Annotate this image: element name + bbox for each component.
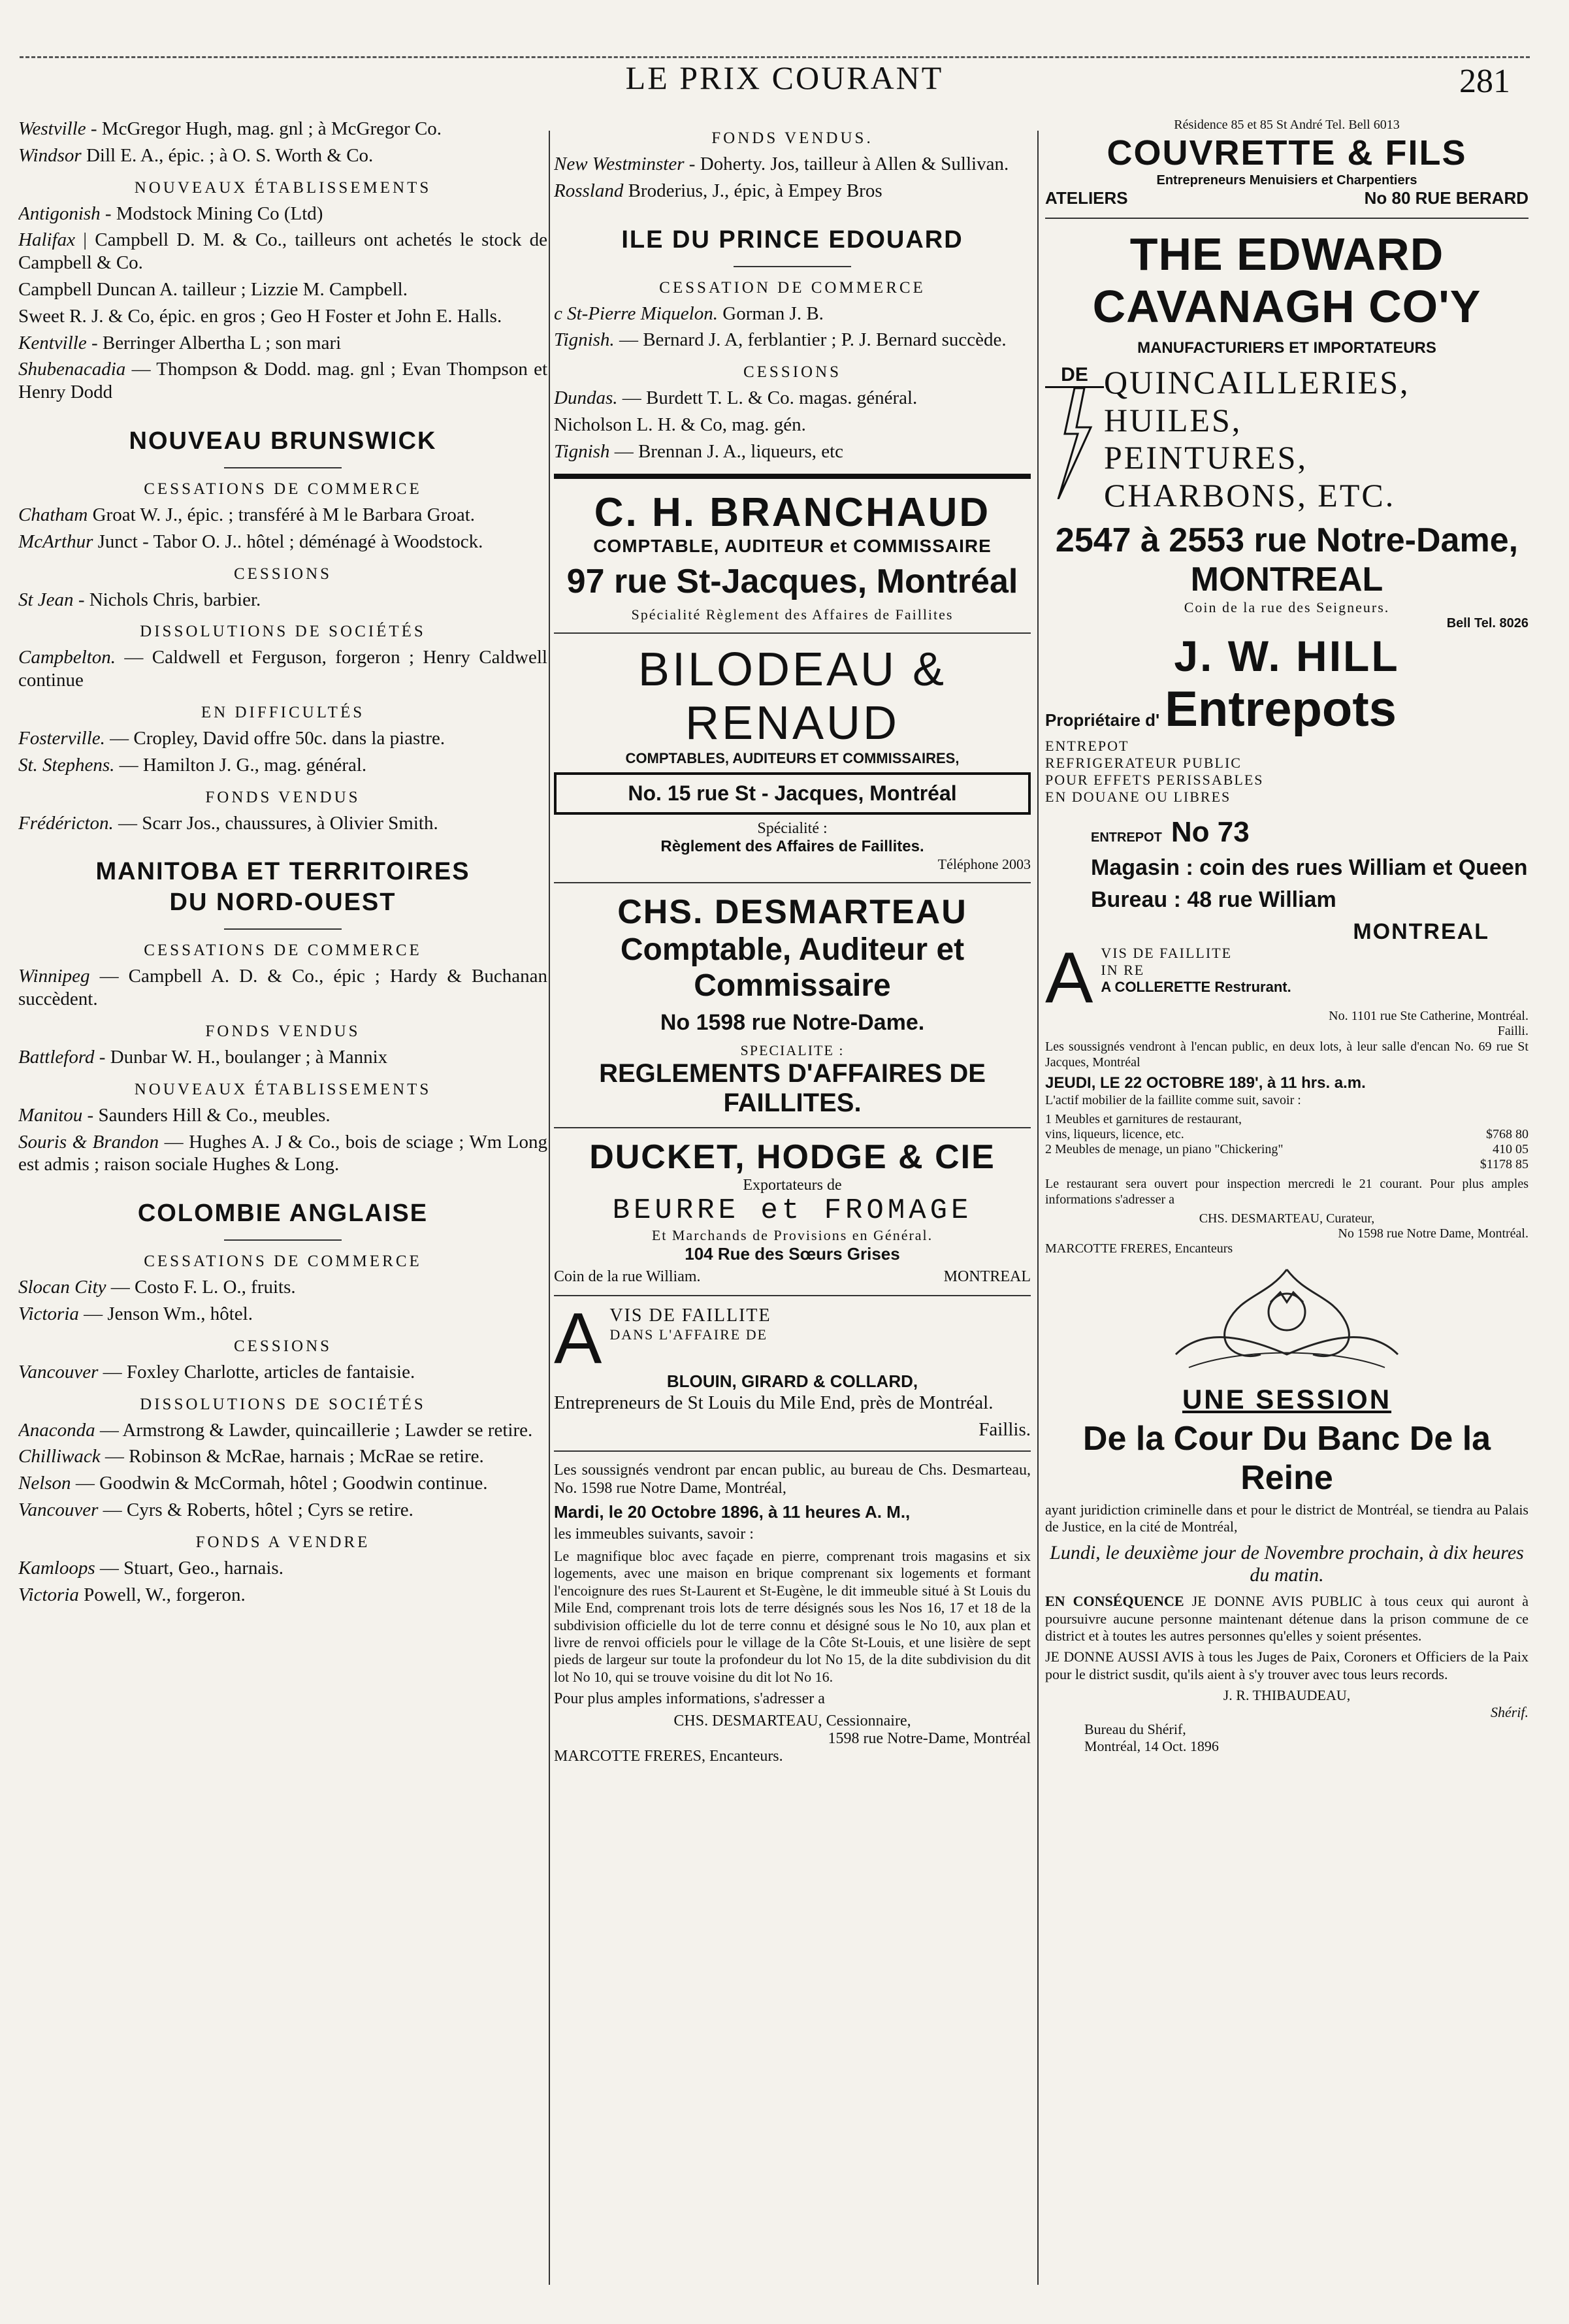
divider-heavy	[554, 474, 1031, 479]
ad-name: COUVRETTE & FILS	[1107, 133, 1467, 172]
section-subhead: EN DIFFICULTÉS	[201, 703, 365, 721]
entry-text: - McGregor Hugh, mag. gnl ; à McGregor Co.	[86, 118, 442, 139]
entry-place: Vancouver	[18, 1361, 99, 1383]
entry-place: Winnipeg	[18, 966, 90, 987]
ad-product-line: CHARBONS, ETC.	[1104, 476, 1396, 514]
ad-name: THE EDWARD CAVANAGH CO'Y	[1092, 229, 1481, 332]
ad-desmarteau	[554, 892, 1031, 1118]
entry-text: - Berringer Albertha L ; son mari	[86, 332, 342, 353]
entry-place: Anaconda	[18, 1419, 95, 1441]
entry-place: St. Stephens.	[18, 754, 115, 776]
entry-text: — Cyrs & Roberts, hôtel ; Cyrs se retire.	[98, 1499, 413, 1520]
entry	[554, 329, 1031, 352]
session-consequence: JE DONNE AVIS PUBLIC à tous ceux qui auront à poursuivre aucune personne maintenant détenue dans la prison commune de ce district et à toutes les autres personnes qu'elles y soient présentes.	[1045, 1593, 1529, 1645]
avis-items	[1045, 1112, 1529, 1172]
divider	[554, 882, 1031, 883]
entry-place: Kentville	[18, 332, 87, 353]
ad-role: MANUFACTURIERS ET IMPORTATEURS	[1137, 339, 1436, 357]
session-title: UNE SESSION	[1182, 1383, 1392, 1415]
avis-contact: CHS. DESMARTEAU, Cessionnaire,	[673, 1712, 911, 1729]
entry-place: Shubenacadia	[18, 359, 126, 380]
entry-place: Windsor	[18, 144, 82, 166]
nb-dissolutions-list	[18, 646, 547, 692]
ad-merchants: Et Marchands de Provisions en Général.	[651, 1226, 933, 1243]
divider	[224, 467, 342, 468]
entry	[554, 180, 1031, 203]
ad-couvrette	[1045, 118, 1529, 208]
ipe-cessation-list	[554, 303, 1031, 352]
ad-line: REFRIGERATEUR PUBLIC	[1045, 755, 1242, 771]
entry	[18, 144, 547, 167]
ad-location	[554, 1268, 1031, 1286]
section-subhead: CESSIONS	[233, 565, 332, 583]
entry-text: — Brennan J. A., liqueurs, etc	[609, 440, 844, 462]
nb-fonds-list	[18, 812, 547, 835]
entry	[18, 1131, 547, 1177]
entry	[18, 965, 547, 1011]
ad-name: J. W. HILL	[1174, 632, 1400, 680]
running-head: LE PRIX COURANT	[625, 59, 944, 96]
ad-product-line: PEINTURES,	[1104, 439, 1308, 476]
entry-text: - Dunbar W. H., boulanger ; à Mannix	[94, 1046, 388, 1068]
ad-address: 2547 à 2553 rue Notre-Dame, MONTREAL	[1055, 521, 1519, 598]
section-heading-manitoba-2: DU NORD-OUEST	[169, 889, 396, 917]
section-subhead: FONDS VENDUS	[205, 1022, 361, 1040]
session-signature: J. R. THIBAUDEAU,	[1223, 1687, 1351, 1704]
entry-text: Gorman J. B.	[718, 303, 824, 324]
entry	[554, 153, 1031, 176]
avis-title: VIS DE FAILLITE	[1101, 945, 1233, 961]
entry	[18, 812, 547, 835]
entry-text: — Burdett T. L. & Co. magas. général.	[617, 387, 918, 409]
page-number: 281	[1459, 63, 1510, 100]
ad-magasin: Magasin : coin des rues William et Queen	[1091, 855, 1528, 880]
ad-products-block	[1045, 364, 1529, 514]
cb-cessions-list	[18, 1361, 547, 1384]
section-subhead: FONDS A VENDRE	[195, 1533, 370, 1551]
entry-text: Powell, W., forgeron.	[78, 1584, 246, 1605]
entry	[18, 589, 547, 612]
ad-corner: Coin de la rue William.	[554, 1268, 701, 1285]
avis-title: VIS DE FAILLITE	[609, 1305, 771, 1326]
entry-text: Junct - Tabor O. J.. hôtel ; déménagé à Woodstock.	[93, 531, 483, 552]
entry	[18, 1499, 547, 1522]
avis-contact: CHS. DESMARTEAU, Curateur,	[1199, 1211, 1375, 1226]
ad-address: No 80 RUE BERARD	[1364, 188, 1529, 208]
section-subhead: CESSATIONS DE COMMERCE	[144, 941, 422, 960]
ad-hill	[1045, 616, 1529, 945]
ad-spec-label: Spécialité :	[757, 819, 828, 837]
entry-place: Tignish.	[554, 329, 615, 351]
entry-place: Souris & Brandon	[18, 1131, 159, 1153]
ad-cavanagh	[1045, 228, 1529, 616]
ad-line: EN DOUANE OU LIBRES	[1045, 789, 1231, 805]
entry-text: - Nichols Chris, barbier.	[73, 589, 261, 610]
ad-phone: Téléphone 2003	[937, 855, 1031, 872]
fonds-list	[554, 153, 1031, 203]
divider	[554, 1295, 1031, 1296]
section-subhead: CESSIONS	[743, 363, 842, 382]
avis-item-row	[1045, 1127, 1529, 1142]
avis-date: JEUDI, LE 22 OCTOBRE 189', à 11 hrs. a.m.	[1045, 1073, 1366, 1092]
ad-spec-label: SPECIALITE :	[740, 1041, 845, 1058]
session-notice	[1045, 1384, 1529, 1756]
entry	[554, 440, 1031, 463]
avis-item-row	[1045, 1112, 1529, 1127]
ad-de-mark	[1045, 364, 1104, 502]
entry-place: Victoria	[18, 1584, 79, 1605]
ad-product-line: HUILES,	[1104, 401, 1242, 438]
entry	[18, 531, 547, 553]
ad-top: Résidence 85 et 85 St André Tel. Bell 6013	[1174, 118, 1400, 132]
column-2	[554, 118, 1031, 2278]
entry	[18, 332, 547, 355]
section-heading-ipe: ILE DU PRINCE EDOUARD	[621, 225, 963, 254]
ad-num: No 73	[1171, 816, 1250, 848]
session-consequence-label: EN CONSÉQUENCE	[1045, 1593, 1184, 1610]
entry-place: St Jean	[18, 589, 74, 610]
section-subhead: FONDS VENDUS	[205, 788, 361, 806]
ad-ateliers	[1045, 188, 1529, 208]
divider	[1045, 218, 1529, 219]
avis-item-row	[1045, 1157, 1529, 1172]
section-subhead: DISSOLUTIONS DE SOCIÉTÉS	[140, 623, 426, 641]
entry-place: Fosterville.	[18, 727, 105, 749]
ad-name: CHS. DESMARTEAU	[617, 892, 967, 931]
entry	[18, 278, 547, 301]
entry	[18, 1584, 547, 1607]
cb-avendre-list	[18, 1557, 547, 1607]
entry-text: Groat W. J., épic. ; transféré à M le Barbara Groat.	[88, 504, 476, 525]
entry-place: Antigonish	[18, 203, 101, 224]
ad-line: POUR EFFETS PERISSABLES	[1045, 772, 1264, 788]
ad-prop-line	[1045, 681, 1529, 738]
man-cessations-list	[18, 965, 547, 1011]
divider	[554, 1127, 1031, 1128]
avis-parties: BLOUIN, GIRARD & COLLARD,	[666, 1371, 918, 1392]
entry-place: Battleford	[18, 1046, 95, 1068]
ad-role: Comptable, Auditeur et Commissaire	[620, 932, 965, 1003]
avis-intro: Les soussignés vendront à l'encan public, en deux lots, à leur salle d'encan No. 69 rue St Jacques, Montréal	[1045, 1039, 1529, 1070]
entry-place: Tignish	[554, 440, 610, 462]
entry-place: Frédéricton.	[18, 812, 114, 834]
avis-item-label: 2 Meubles de menage, un piano "Chickering"	[1045, 1141, 1284, 1156]
entry	[554, 303, 1031, 325]
entry-text: Nicholson L. H. & Co, mag. gén.	[554, 414, 806, 435]
entry-text: — Caldwell et Ferguson, forgeron ; Henry Caldwell continue	[18, 647, 547, 691]
ad-prop: Propriétaire d'	[1045, 710, 1160, 730]
entry	[18, 1046, 547, 1069]
section-subhead: CESSIONS	[233, 1337, 332, 1355]
entry-text: - Saunders Hill & Co., meubles.	[82, 1104, 331, 1126]
ad-branchaud	[554, 489, 1031, 623]
avis-auctioneer: MARCOTTE FRERES, Encanteurs	[1045, 1241, 1233, 1256]
avis-item-label: 1 Meubles et garnitures de restaurant,	[1045, 1111, 1242, 1126]
entry-place: McArthur	[18, 531, 93, 552]
entry	[18, 646, 547, 692]
entry-place: Kamloops	[18, 1557, 95, 1579]
man-fonds-list	[18, 1046, 547, 1069]
avis-lead: les immeubles suivants, savoir :	[554, 1526, 754, 1543]
divider	[734, 266, 851, 267]
nb-difficultes-list	[18, 727, 547, 777]
entry-text: Dill E. A., épic. ; à O. S. Worth & Co.	[81, 144, 374, 166]
entry	[554, 387, 1031, 410]
entry-text: - Modstock Mining Co (Ltd)	[100, 203, 323, 224]
entry-place: New Westminster	[554, 154, 685, 174]
entry-place: Manitou	[18, 1104, 83, 1126]
avis-more: Pour plus amples informations, s'adresser a	[554, 1690, 825, 1708]
crown-ornament-icon	[1045, 1256, 1529, 1381]
ad-address: No. 15 rue St - Jacques, Montréal	[554, 772, 1031, 815]
entry-text: — Hughes A. J & Co., bois de sciage ; Wm Long est admis ; raison sociale Hughes & Long.	[18, 1131, 547, 1175]
ipe-cessions-list	[554, 387, 1031, 463]
ad-lines	[1045, 738, 1529, 806]
ad-phone: Bell Tel. 8026	[1446, 616, 1529, 630]
entry	[18, 1104, 547, 1127]
ad-big: Entrepots	[1165, 681, 1397, 737]
ad-bureau: Bureau : 48 rue William	[1091, 887, 1336, 912]
entry-place: Slocan City	[18, 1277, 106, 1298]
entry-text: — Campbell A. D. & Co., épic ; Hardy & Buchanan succèdent.	[18, 966, 547, 1010]
section-subhead: NOUVEAUX ÉTABLISSEMENTS	[134, 178, 432, 197]
entry-text: Broderius, J., épic, à Empey Bros	[623, 180, 882, 201]
dropcap-a: A	[1045, 938, 1093, 1018]
entry	[18, 1472, 547, 1495]
avis-intro-2: L'actif mobilier de la faillite comme suit, savoir :	[1045, 1092, 1301, 1107]
section-subhead: CESSATIONS DE COMMERCE	[144, 480, 422, 498]
avis-status: Faillis.	[979, 1418, 1031, 1440]
ad-spec: Règlement des Affaires de Faillites.	[660, 837, 924, 855]
column-1	[18, 118, 547, 2278]
entry-place: c St-Pierre Miquelon.	[554, 303, 718, 324]
entry-text: — Stuart, Geo., harnais.	[95, 1557, 283, 1579]
entry-place: Westville	[18, 118, 86, 139]
ad-speciality: Spécialité Règlement des Affaires de Faillites	[631, 606, 954, 623]
ad-role: Exportateurs de	[743, 1176, 842, 1194]
entry-text: Campbell Duncan A. tailleur ; Lizzie M. Campbell.	[18, 278, 408, 300]
ad-product-line: QUINCAILLERIES,	[1104, 364, 1410, 401]
avis-body: Le magnifique bloc avec façade en pierre, comprenant trois magasins et six logements, avec une maison en brique comprenant six logements et formant l'encoignure des rues St-Laurent et St-Eugène, le dit immeuble situé à St Louis du Mile End, comprenant trois lots de terre désignés sous les Nos 16, 17 et 18 de la subdivision officielle du lot de terre connu et désigné sous le No 10, aux plan et livre de renvoi officiels pour le village de la Côte St-Louis, et une lisière de sept pieds de largeur sur toute la profondeur du lot No 15, de la dite subdivision du dit lot No 10, qui se trouve voisine du dit lot No 16.	[554, 1548, 1031, 1685]
avis-item-amount: $1178 85	[1480, 1156, 1529, 1171]
ad-spec: REGLEMENTS D'AFFAIRES DE FAILLITES.	[599, 1058, 986, 1117]
entry-text: — Bernard J. A, ferblantier ; P. J. Bernard succède.	[614, 329, 1007, 351]
avis-item-amount: $768 80	[1486, 1126, 1529, 1141]
entry-text: — Foxley Charlotte, articles de fantaisie.	[98, 1361, 415, 1383]
entry-place: Nelson	[18, 1473, 71, 1494]
entry-text: Sweet R. J. & Co, épic. en gros ; Geo H Foster et John E. Halls.	[18, 305, 502, 327]
avis-desc: Entrepreneurs de St Louis du Mile End, près de Montréal.	[554, 1392, 994, 1414]
avis-auctioneer: MARCOTTE FRERES, Encanteurs.	[554, 1747, 783, 1765]
divider	[554, 632, 1031, 634]
avis-faillite-collerette	[1045, 938, 1529, 1256]
entry	[18, 1557, 547, 1580]
section-subhead: FONDS VENDUS.	[711, 129, 873, 147]
cb-cessations-list	[18, 1276, 547, 1326]
divider	[224, 1239, 342, 1241]
session-date-line: Montréal, 14 Oct. 1896	[1084, 1738, 1219, 1755]
section-subhead: CESSATION DE COMMERCE	[659, 278, 926, 297]
avis-case: DANS L'AFFAIRE DE	[609, 1326, 768, 1343]
avis-date: Mardi, le 20 Octobre 1896, à 11 heures A. M.,	[554, 1502, 911, 1522]
session-consequence-para	[1045, 1593, 1529, 1645]
entry-text: — Thompson & Dodd. mag. gnl ; Evan Thompson et Henry Dodd	[18, 359, 547, 403]
entry	[18, 727, 547, 750]
avis-item-amount: 410 05	[1493, 1141, 1529, 1156]
nb-cessations-list	[18, 504, 547, 553]
ad-role: Entrepreneurs Menuisiers et Charpentiers	[1156, 173, 1417, 188]
entry-place: Chilliwack	[18, 1446, 101, 1467]
session-para-2: JE DONNE AUSSI AVIS à tous les Juges de Paix, Coroners et Officiers de la Paix pour le district susdit, qu'ils aient à s'y trouver avec tous leurs records.	[1045, 1648, 1529, 1682]
ad-bilodeau	[554, 643, 1031, 873]
cb-dissolutions-list	[18, 1419, 547, 1522]
column-rule-1	[549, 131, 550, 2285]
entry-text: - Doherty. Jos, tailleur à Allen & Sullivan.	[684, 154, 1009, 174]
avis-address: No. 1101 rue Ste Catherine, Montréal.	[1329, 1008, 1529, 1023]
ad-ateliers-label: ATELIERS	[1045, 188, 1128, 208]
entry	[18, 1361, 547, 1384]
entry-text: — Hamilton J. G., mag. général.	[114, 754, 367, 776]
entry-place: Victoria	[18, 1303, 79, 1324]
column-3	[1045, 118, 1529, 2278]
ad-address: 97 rue St-Jacques, Montréal	[566, 562, 1018, 600]
ad-products	[1104, 364, 1529, 514]
ad-city: MONTREAL	[943, 1268, 1031, 1285]
lightning-icon	[1052, 388, 1097, 499]
avis-status: Failli.	[1497, 1023, 1529, 1038]
session-intro: ayant juridiction criminelle dans et pour le district de Montréal, se tiendra au Palais de Justice, en la cité de Montréal,	[1045, 1501, 1529, 1535]
avis-note: Le restaurant sera ouvert pour inspection mercredi le 21 courant. Pour plus amples informations s'adresser a	[1045, 1176, 1529, 1207]
entry	[18, 504, 547, 527]
session-date: Lundi, le deuxième jour de Novembre prochain, à dix heures du matin.	[1050, 1542, 1524, 1586]
entry-place: Vancouver	[18, 1499, 99, 1520]
ad-ducket-hodge	[554, 1137, 1031, 1286]
entry-place: Campbelton.	[18, 647, 116, 668]
session-sig-title: Shérif.	[1490, 1704, 1529, 1721]
ad-role: COMPTABLE, AUDITEUR et COMMISSAIRE	[593, 535, 992, 556]
session-office: Bureau du Shérif,	[1084, 1721, 1186, 1738]
entry-text: — Goodwin & McCormah, hôtel ; Goodwin continue.	[71, 1473, 488, 1494]
man-nouveaux-list	[18, 1104, 547, 1176]
column-rule-2	[1037, 131, 1039, 2285]
avis-intro: Les soussignés vendront par encan public, au bureau de Chs. Desmarteau, No. 1598 rue Notre Dame, Montréal,	[554, 1461, 1031, 1498]
entry	[18, 1303, 547, 1326]
nouveaux-list	[18, 203, 547, 404]
section-subhead: CESSATIONS DE COMMERCE	[144, 1252, 422, 1271]
entry	[18, 1445, 547, 1468]
divider	[224, 928, 342, 930]
entry-place: Halifax	[18, 229, 75, 251]
ad-name: DUCKET, HODGE & CIE	[589, 1137, 995, 1176]
ad-role: COMPTABLES, AUDITEURS ET COMMISSAIRES,	[625, 749, 960, 766]
section-subhead: NOUVEAUX ÉTABLISSEMENTS	[134, 1080, 432, 1098]
entry	[18, 305, 547, 328]
entry-text: — Scarr Jos., chaussures, à Olivier Smith.	[113, 812, 438, 834]
ad-name: BILODEAU & RENAUD	[638, 643, 947, 749]
nb-cessions-list	[18, 589, 547, 612]
entry	[18, 1276, 547, 1299]
avis-contact-address: No 1598 rue Notre Dame, Montréal.	[1338, 1226, 1529, 1241]
ad-city: MONTREAL	[1353, 919, 1489, 944]
section-subhead: DISSOLUTIONS DE SOCIÉTÉS	[140, 1395, 426, 1413]
ad-line: ENTREPOT	[1045, 738, 1129, 754]
entry	[18, 118, 547, 140]
avis-faillite-blouin	[554, 1298, 1031, 1765]
entry-place: Chatham	[18, 504, 88, 525]
entry	[18, 229, 547, 274]
ad-address: No 1598 rue Notre-Dame.	[660, 1009, 925, 1035]
dropcap-a: A	[554, 1298, 602, 1379]
divider	[554, 1450, 1031, 1452]
entry-text: — Cropley, David offre 50c. dans la piastre.	[105, 727, 445, 749]
section-heading-manitoba: MANITOBA ET TERRITOIRES	[95, 858, 470, 886]
ad-number	[1091, 816, 1529, 849]
top-rule	[20, 56, 1530, 58]
avis-case: IN RE	[1101, 962, 1145, 978]
ad-num-label: ENTREPOT	[1091, 830, 1162, 845]
ad-de: DE	[1045, 364, 1104, 388]
entry	[554, 414, 1031, 436]
entry-text: — Costo F. L. O., fruits.	[106, 1277, 296, 1298]
entry	[18, 358, 547, 404]
intro-entries	[18, 118, 547, 167]
avis-item-label: vins, liqueurs, licence, etc.	[1045, 1126, 1184, 1141]
entry	[18, 754, 547, 777]
ad-product: BEURRE et FROMAGE	[612, 1194, 973, 1227]
avis-item-row	[1045, 1142, 1529, 1157]
entry	[18, 203, 547, 225]
entry-text: | Campbell D. M. & Co., tailleurs ont achetés le stock de Campbell & Co.	[18, 229, 547, 274]
ad-corner: Coin de la rue des Seigneurs.	[1184, 599, 1390, 615]
ad-address: 104 Rue des Sœurs Grises	[685, 1243, 900, 1264]
section-heading-colombie: COLOMBIE ANGLAISE	[137, 1200, 429, 1228]
session-subtitle: De la Cour Du Banc De la Reine	[1082, 1419, 1491, 1497]
ad-name: C. H. BRANCHAUD	[594, 489, 991, 535]
entry-place: Rossland	[554, 180, 624, 201]
entry-text: — Jenson Wm., hôtel.	[78, 1303, 253, 1324]
avis-parties: A COLLERETTE Restrurant.	[1101, 979, 1291, 995]
avis-contact-address: 1598 rue Notre-Dame, Montréal	[828, 1729, 1031, 1747]
entry-text: — Robinson & McRae, harnais ; McRae se retire.	[100, 1446, 484, 1467]
entry	[18, 1419, 547, 1442]
entry-place: Dundas.	[554, 387, 618, 409]
section-heading-nb: NOUVEAU BRUNSWICK	[129, 427, 437, 455]
entry-text: — Armstrong & Lawder, quincaillerie ; Lawder se retire.	[95, 1419, 533, 1441]
